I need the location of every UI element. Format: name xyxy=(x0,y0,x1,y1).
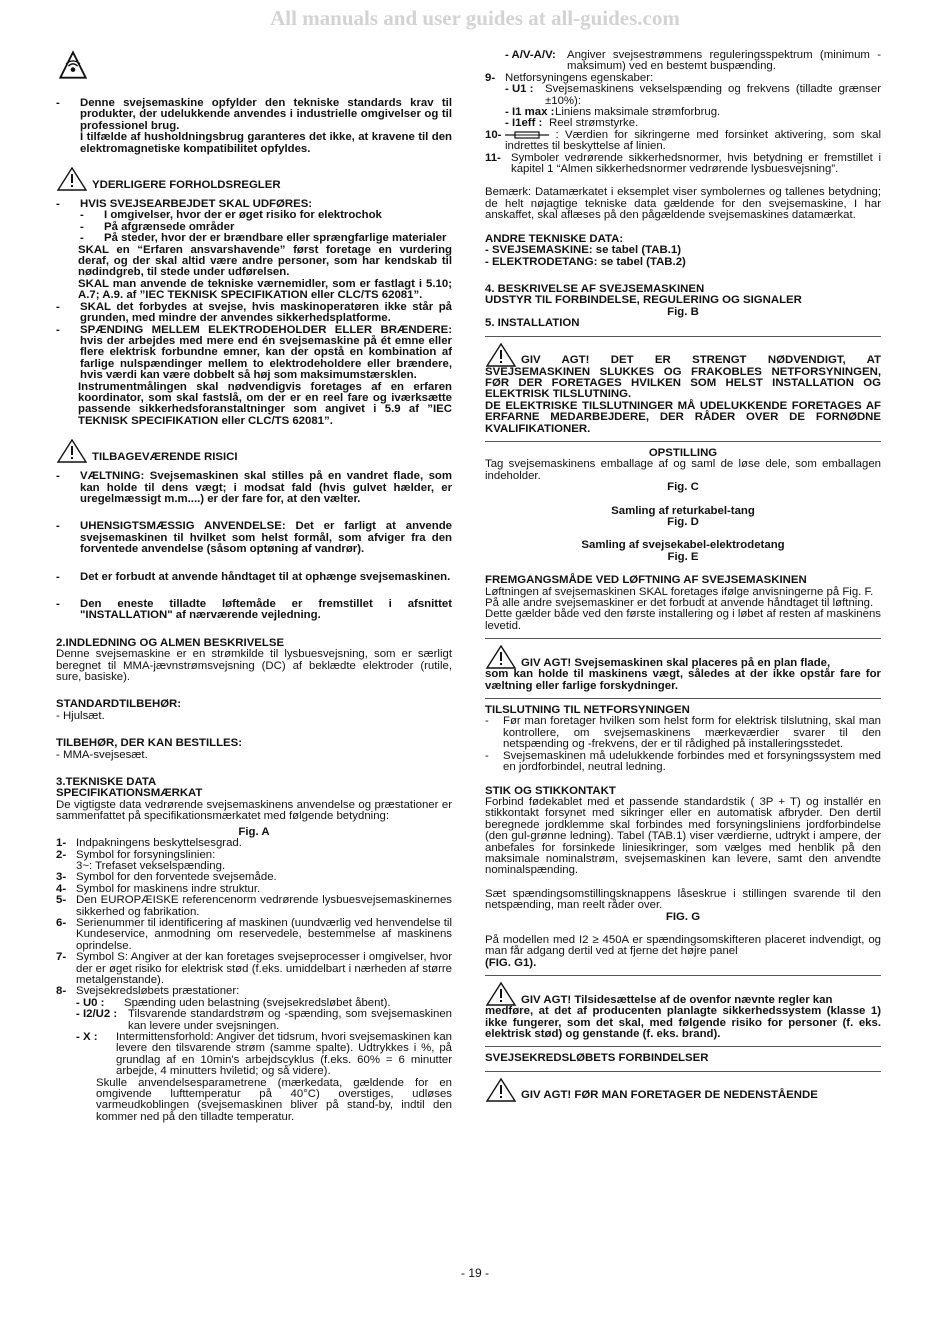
standard-accessories-text: - Hjulsæt. xyxy=(56,709,105,722)
page-number: - 19 - xyxy=(460,1266,489,1280)
technical-data-title: 3.TEKNISKE DATA xyxy=(56,776,157,789)
spec-item: Svejsekredsløbets præstationer: xyxy=(76,985,240,998)
spec-item: Symbol for den forventede svejsemåde. xyxy=(76,871,277,884)
emc-text-2: I tilfælde af husholdningsbrug garanteres det ikke, at kravene til den elektromagnetiske kompatibilitet opfyldes. xyxy=(80,131,452,155)
warning-4: GIV AGT! FØR MAN FORETAGER DE NEDENSTÅENDE xyxy=(521,1089,818,1102)
risk-3: Det er forbudt at anvende håndtaget til at ophænge svejsemaskinen. xyxy=(80,570,451,583)
intro-title: 2.INDLEDNING OG ALMEN BESKRIVELSE xyxy=(56,636,285,649)
lifting-text-3: Dette gælder både ved den første installering og i løbet af resten af maskinens levetid. xyxy=(485,608,881,632)
left-column: - Denne svejsemaskine opfylder den tekniske standards krav til produkter, der udelukkende anvendes i industrielle omgivelser og til professionel brug. I tilfælde af husholdningsbrug garanteres det ikke, at kravene til den elektromagnetiske kompatibilitet opfyldes. YDERLIGERE FORHOLDSREGLER - HVIS SVEJSEARBEJDET SKAL UDFØRES: - I omgivelser, hvor der er øget risiko for elektrochok - På afgrænsede områder - På steder, hvor der er brændbare eller sprængfarlige materialer SKAL en “Erfaren ansvarshavende” først foretage en vurdering deraf, og der skal altid være andre personer, som har kendskab til nødindgreb, til stede under udførelsen. SKAL man anvende de tekniske værnemidler, som er fastlagt i 5.10; A.7; A.9. af ”IEC TEKNISK SPECIFIKATION eller CLC/TS 62081”. - SKAL det forbydes at svejse, hvis maskinoperatøren ikke står på grunden, med mindre der anvendes sikkerhedsplatforme. - SPÆNDING MELLEM ELEKTRODEHOLDER ELLER BRÆNDERE: hvis der arbejdes med mere end én svejsemaskine på ét emne eller flere elektrisk forbundne emner, kan der opstå en kombination af farlige nulspændinger mellem to elektrodeholdere eller brændere, hvis værdi kan være dobbelt så høj som maksimumstærsklen. Instrumentmålingen skal nødvendigvis foretages af en erfaren koordinator, som skal fastslå, om der er en reel fare og iværksætte passende sikkerhedsforanstaltninger som angivet i 5.9 af ”IEC TEKNISK SPECIFIKATION eller CLC/TS 62081”. TILBAGEVÆRENDE RISICI - VÆLTNING: Svejsemaskinen skal stilles på en vandret flade, som kan holde til dens vægt; i modsat fald (hvis gulvet hælder, er uregelmæssigt m.m....) er der fare for, at den vælter. - UHENSIGTSMÆSSIG ANVENDELSE: Det er farligt at anvende svejsemaskinen til hvilket som helst formål, som afviger fra den forventede anvendelse (såsom optøning af vandrør). - Det er forbudt at anvende håndtaget til at ophænge svejsemaskinen. - Den eneste tilladte løftemåde er fremstillet i afsnittet "INSTALLATION" af nærværende vejledning. 2.INDLEDNING OG ALMEN BESKRIVELSE Denne svejsemaskine er en strømkilde til lysbuesvejsning, som er særligt beregnet til MMA-jævnstrømsvejsning (DC) af beklædte elektroder (rutile, sure, basiske). STANDARDTILBEHØR: - Hjulsæt. TILBEHØR, DER KAN BESTILLES: - MMA-svejsesæt. 3.TEKNISKE DATA SPECIFIKATIONSMÆRKAT De vigtigste data vedrørende svejsemaskinens anvendelse og præstationer er sammenfattet på specifikationsmærkatet med følgende betydning: Fig. A 1- Indpakningens beskyttelsesgrad. 2- Symbol for forsyningslinien: 3~: Trefaset vekselspænding. 3- Symbol for den forventede svejsemåde. 4- Symbol for maskinens indre struktur. 5- Den EUROPÆISKE referencenorm vedrørende lysbuesvejsemaskinernes sikkerhed og fabrikation. 6- Serienummer til identificering af maskinen (uundværlig ved henvendelse til Kundeservice, anmodning om reservedele, bestemmelse af maskinens oprindelse. 7- Symbol S: Angiver at der kan foretages svejseprocesser i omgivelser, hvor der er øget risiko for elektrisk stød (f.eks. umiddelbart i nærheden af større metalgenstande). 8- Svejsekredsløbets præstationer: - U0 : Spænding uden belastning (svejsekredsløbet åbent). - I2/U2 : Tilsvarende standardstrøm og -spænding, som svejsemaskinen kan levere under svejsningen. - X : Intermittensforhold: Angiver det tidsrum, hvori svejsemaskinen kan levere den tilsvarende strøm (samme spalte). Udtrykkes i %, på grundlag af en 10min's arbejdscyklus (f.eks. 60% = 6 minutter arbejde, 4 minutters hviletid; og så videre). Skulle anvendelsesparametrene (mærkedata, gældende for en omgivende lufttemperatur på 40°C) overstiges, udløses varmeudkoblingen (svejsemaskinen bliver på stand-by, indtil den kommer ned på den tilladte temperatur. xyxy=(56,50,452,1123)
spec-subitem: Intermittensforhold: Angiver det tidsrum, hvori svejsemaskinen kan levere den tilsvarende strøm (samme spalte). Udtrykkes i %, på grundlag af en 10min's arbejdscyklus (f.eks. 60% = 6 minutter arbejde, 4 minutters hviletid; og så videre). xyxy=(116,1031,452,1078)
standard-accessories-title: STANDARDTILBEHØR: xyxy=(56,698,182,711)
avav-text: Angiver svejsestrømmens reguleringsspektrum (minimum - maksimum) ved en bestemt buspænding. xyxy=(567,49,881,73)
warning-triangle-icon xyxy=(485,343,517,367)
hvis-item-2: På afgrænsede områder xyxy=(104,220,235,233)
mains-item-1: Før man foretager hvilken som helst form for elektrisk tilslutning, skal man kontrollere, om svejsemaskinens mærkeværdier svarer til den netspænding og -frekvens, der er til rådighed på installeringsstedet. xyxy=(503,715,881,751)
installation-title: 5. INSTALLATION xyxy=(485,317,580,330)
fig-a-label: Fig. A xyxy=(238,825,270,838)
spec-item: Indpakningens beskyttelsesgrad. xyxy=(76,837,242,850)
skal-text-2: SKAL man anvende de tekniske værnemidler, som er fastlagt i 5.10; A.7; A.9. af ”IEC TEKNISK SPECIFIKATION eller CLC/TS 62081”. xyxy=(78,277,452,302)
item-11: Symboler vedrørende sikkerhedsnormer, hvis betydning er fremstillet i kapitel 1 “Almen sikkerhedsnormer vedrørende lysbuesvejsning”. xyxy=(511,151,881,176)
hvis-item-1: I omgivelser, hvor der er øget risiko for elektrochok xyxy=(104,209,382,222)
spec-item: Symbol S: Angiver at der kan foretages svejseprocesser i omgivelser, hvor der er øget risiko for elektrisk stød (f.eks. umiddelbart i nærheden af større metalgenstande). xyxy=(76,951,452,986)
setup-title: OPSTILLING xyxy=(648,446,718,459)
warning-1c: DE ELEKTRISKE TILSLUTNINGER MÅ UDELUKKENDE FORETAGES AF ERFARNE MEDARBEJDERE, DER RÅDER OVER DE FORNØDNE KVALIFIKATIONER. xyxy=(485,399,881,435)
watermark: All manuals and user guides at all-guides.com xyxy=(270,6,680,30)
forbudt-text: SKAL det forbydes at svejse, hvis maskinoperatøren ikke står på grunden, med mindre der anvendes sikkerhedsplatforme. xyxy=(80,300,452,325)
warning-1b: SVEJSEMASKINEN SLUKKES OG FRAKOBLES NETFORSYNINGEN, FØR DER FORETAGES HVILKEN SOM HELST INSTALLATION OG ELEKTRISK TILSLUTNING. xyxy=(485,365,881,401)
other-data-2: - ELEKTRODETANG: se tabel (TAB.2) xyxy=(485,255,686,268)
further-precautions-title: YDERLIGERE FORHOLDSREGLER xyxy=(92,178,281,191)
mains-item-2: Svejsemaskinen må udelukkende forbindes med et forsyningssystem med en jordforbindel, neutral ledning. xyxy=(503,749,881,774)
risk-4: Den eneste tilladte løftemåde er fremstillet i afsnittet "INSTALLATION" af nærværende vejledning. xyxy=(80,598,452,622)
emc-sign-icon xyxy=(56,50,452,90)
other-data-title: ANDRE TEKNISKE DATA: xyxy=(485,232,624,245)
warning-triangle-icon xyxy=(485,1078,517,1102)
residual-risks-title: TILBAGEVÆRENDE RISICI xyxy=(92,450,238,463)
right-column: - A/V-A/V: Angiver svejsestrømmens reguleringsspektrum (minimum - maksimum) ved en bestemt buspænding. 9- Netforsyningens egenskaber: - U1 : Svejsemaskinens vekselspænding og frekvens (tilladte grænser ±10%): - I1 max : Liniens maksimale strømforbrug. - I1eff : Reel strømstyrke. 10- : Værdien for sikringerne med forsinket aktivering, som skal indrettes til beskyttelse af linien. 11- Symboler vedrørende sikkerhedsnormer, hvis betydning er fremstillet i kapitel 1 “Almen sikkerhedsnormer vedrørende lysbuesvejsning”. Bemærk: Datamærkatet i eksemplet viser symbolernes og tallenes betydning; de helt nøjagtige tekniske data gældende for den svejsemaskine, I har anskaffet, skal aflæses på den pågældende svejsemaskines datamærkat. ANDRE TEKNISKE DATA: - SVEJSEMASKINE: se tabel (TAB.1) - ELEKTRODETANG: se tabel (TAB.2) 4. BESKRIVELSE AF SVEJSEMASKINEN UDSTYR TIL FORBINDELSE, REGULERING OG SIGNALER Fig. B 5. INSTALLATION GIV AGT! DET ER STRENGT NØDVENDIGT, AT SVEJSEMASKINEN SLUKKES OG FRAKOBLES NETFORSYNINGEN, FØR DER FORETAGES HVILKEN SOM HELST INSTALLATION OG ELEKTRISK TILSLUTNING. DE ELEKTRISKE TILSLUTNINGER MÅ UDELUKKENDE FORETAGES AF ERFARNE MEDARBEJDERE, DER RÅDER OVER DE FORNØDNE KVALIFIKATIONER. OPSTILLING Tag svejsemaskinens emballage af og saml de løse dele, som emballagen indeholder. Fig. C Samling af returkabel-tang Fig. D Samling af svejsekabel-elektrodetang Fig. E FREMGANGSMÅDE VED LØFTNING AF SVEJSEMASKINEN Løftningen af svejsemaskinen SKAL foretages ifølge anvisningerne på Fig. F. På alle andre svejsemaskiner er det forbudt at anvende håndtaget til løftning. Dette gælder både ved den første installering og i løbet af resten af maskinens levetid. GIV AGT! Svejsemaskinen skal placeres på en plan flade, som kan holde til maskinens vægt, således at der ikke opstår fare for væltning eller farlige forskydninger. TILSLUTNING TIL NETFORSYNINGEN - Før man foretager hvilken som helst form for elektrisk tilslutning, skal man kontrollere, om svejsemaskinens mærkeværdier svarer til den netspænding og -frekvens, der er til rådighed på installeringsstedet. - Svejsemaskinen må udelukkende forbindes med et forsyningssystem med en jordforbindel, neutral ledning. STIK OG STIKKONTAKT Forbind fødekablet med et passende standardstik ( 3P + T) og installér en stikkontakt forsynet med sikringer eller en automatisk afbryder. Den dertil beregnede jordklemme skal forbindes med forsyningsliniens jordforbindelse (den gul-grønne ledning). Tabel (TAB.1) viser værdierne, udtrykt i ampere, der anbefales for forsinkede liniesikringer, som vælges med henblik på den maksimale nominalstrøm, svejsemaskinen kan levere, samt den anvendte nominalspænding. Sæt spændingsomstillingsknappens låseskrue i stillingen svarende til den netspænding, man reelt råder over. FIG. G På modellen med I2 ≥ 450A er spændingsomskifteren placeret indvendigt, og man får adgang dertil ved at fjerne det højre panel (FIG. G1). GIV AGT! Tilsidesættelse af de ovenfor nævnte regler kan medføre, at det af producenten planlagte sikkerhedssystem (klasse 1) ikke fungerer, som det skal, med følgende risiko for personer (f. eks. elektrisk stød) og genstande (f. eks. brand). SVEJSEKREDSLØBETS FORBINDELSER GIV AGT! FØR MAN FORETAGER DE NEDENSTÅENDE xyxy=(485,49,881,1102)
item-10: : Værdien for sikringerne med forsinket aktivering, som skal indrettes til beskyttelse af linien. xyxy=(505,128,881,153)
spec-item: Den EUROPÆISKE referencenorm vedrørende lysbuesvejsemaskinernes sikkerhed og fabrikation. xyxy=(76,894,452,918)
spec-item: 3~: Trefaset vekselspænding. xyxy=(76,859,226,872)
plug-title: STIK OG STIKKONTAKT xyxy=(485,784,616,797)
intro-text: Denne svejsemaskine er en strømkilde til lysbuesvejsning, som er særligt beregnet til MMA-jævnstrømsvejsning (DC) af beklædte elektroder (rutile, sure, basiske). xyxy=(56,648,452,684)
net-subitem: Svejsemaskinens vekselspænding og frekvens (tilladte grænser ±10%): xyxy=(545,83,881,107)
return-cable-title: Samling af returkabel-tang xyxy=(611,504,755,517)
warning-triangle-icon xyxy=(485,982,517,1006)
spec-subitem: Spænding uden belastning (svejsekredsløbet åbent). xyxy=(124,996,391,1009)
spec-item: Symbol for forsyningslinien: xyxy=(76,848,216,861)
warning-triangle-icon xyxy=(56,167,88,191)
warning-1a: GIV AGT! DET ER STRENGT NØDVENDIGT, AT xyxy=(521,354,881,367)
fig-d-label: Fig. D xyxy=(667,516,699,528)
fig-g1-label: (FIG. G1). xyxy=(485,956,537,969)
warning-triangle-icon xyxy=(485,645,517,669)
instrument-text: Instrumentmålingen skal nødvendigvis foretages af en erfaren koordinator, som skal fastslå, om der er en reel fare og iværksætte passende sikkerhedsforanstaltninger som angivet i 5.9 af ”IEC TEKNISK SPECIFIKATION eller CLC/TS 62081”. xyxy=(78,380,452,427)
plug-text: Forbind fødekablet med et passende standardstik ( 3P + T) og installér en stikkontakt forsynet med sikringer eller en automatisk afbryder. Den dertil beregnede jordklemme skal forbindes med forsyningsliniens jordforbindelse (den gul-grønne ledning). Tabel (TAB.1) viser værdierne, udtrykt i ampere, der anbefales for forsinkede liniesikringer, som vælges med henblik på den maksimale nominalstrøm, svejsemaskinen kan levere, samt den anvendte nominalspænding. xyxy=(485,795,881,877)
circuit-title: SVEJSEKREDSLØBETS FORBINDELSER xyxy=(485,1052,709,1065)
model-text: På modellen med I2 ≥ 450A er spændingsomskifteren placeret indvendigt, og man får adgang dertil ved at fjerne det højre panel xyxy=(485,933,881,958)
spec-item: Symbol for maskinens indre struktur. xyxy=(76,882,261,895)
warning-triangle-icon xyxy=(56,439,88,463)
skulle-text: Skulle anvendelsesparametrene (mærkedata, gældende for en omgivende lufttemperatur på 40°C) overstiges, udløses varmeudkoblingen (svejsemaskinen bliver på stand-by, indtil den kommer ned på den tilladte temperatur. xyxy=(96,1076,452,1123)
spec-item: Serienummer til identificering af maskinen (uundværlig ved henvendelse til Kundeservice, anmodning om reservedele, bestemmelse af maskinens oprindelse. xyxy=(76,916,452,952)
risk-1: VÆLTNING: Svejsemaskinen skal stilles på en vandret flade, som kan holde til dens vægt; i modsat fald (hvis gulvet hælder, er uregelmæssigt m.m....) er der fare for, at den vælter. xyxy=(80,470,452,505)
fig-g-label: FIG. G xyxy=(665,910,701,923)
switch-text: Sæt spændingsomstillingsknappens låseskrue i stillingen svarende til den netspænding, man reelt råder over. xyxy=(485,887,881,912)
welding-cable-title: Samling af svejsekabel-elektrodetang xyxy=(581,539,785,552)
description-title-2: UDSTYR TIL FORBINDELSE, REGULERING OG SIGNALER xyxy=(485,294,802,307)
lifting-title: FREMGANGSMÅDE VED LØFTNING AF SVEJSEMASKINEN xyxy=(485,574,807,587)
hvis-item-3: På steder, hvor der er brændbare eller sprængfarlige materialer xyxy=(104,232,447,245)
lifting-text-2: På alle andre svejsemaskiner er det forbudt at anvende håndtaget til løftning. xyxy=(485,597,874,610)
warning-3a: GIV AGT! Tilsidesættelse af de ovenfor nævnte regler kan xyxy=(521,993,833,1006)
optional-accessories-text: - MMA-svejsesæt. xyxy=(56,748,148,761)
note-text: Bemærk: Datamærkatet i eksemplet viser symbolernes og tallenes betydning; de helt nøjagtige tekniske data gældende for den svejsemaskine, I har anskaffet, skal aflæses på den pågældende svejsemaskines datamærkat. xyxy=(485,186,881,222)
fig-b-label: Fig. B xyxy=(667,305,699,318)
cable-symbol xyxy=(505,131,549,139)
setup-text: Tag svejsemaskinens emballage af og saml de løse dele, som emballagen indeholder. xyxy=(485,458,881,482)
spec-subitem: Tilsvarende standardstrøm og -spænding, som svejsemaskinen kan levere under svejsningen. xyxy=(128,1008,452,1032)
warning-2b: som kan holde til maskinens vægt, således at der ikke opstår fare for væltning eller farlige forskydninger. xyxy=(485,668,881,692)
description-title: 4. BESKRIVELSE AF SVEJSEMASKINEN xyxy=(485,282,705,295)
spec-list: 1- Indpakningens beskyttelsesgrad. 2- Symbol for forsyningslinien: 3~: Trefaset vekselspænding. 3- Symbol for den forventede svejsemåde. 4- Symbol for maskinens indre struktur. 5- Den EUROPÆISKE referencenorm vedrørende lysbuesvejsemaskinernes sikkerhed og fabrikation. 6- Serienummer til identificering af maskinen (uundværlig ved henvendelse til Kundeservice, anmodning om reservedele, bestemmelse af maskinens oprindelse. 7- Symbol S: Angiver at der kan foretages svejseprocesser i omgivelser, hvor der er øget risiko for elektrisk stød (f.eks. umiddelbart i nærheden af større metalgenstande). 8- Svejsekredsløbets præstationer: - U0 : Spænding uden belastning (svejsekredsløbet åbent). - I2/U2 : Tilsvarende standardstrøm og -spænding, som svejsemaskinen kan levere under svejsningen. - X : Intermittensforhold: Angiver det tidsrum, hvori svejsemaskinen kan levere den tilsvarende strøm (samme spalte). Udtrykkes i %, på grundlag af en 10min's arbejdscyklus (f.eks. 60% = 6 minutter arbejde, 4 minutters hviletid; og så videre). Skulle anvendelsesparametrene (mærkedata, gældende for en omgivende lufttemperatur på 40°C) overstiges, udløses varmeudkoblingen (svejsemaskinen bliver på stand-by, indtil den kommer ned på den tilladte temperatur. xyxy=(56,837,452,1123)
mains-connection-title: TILSLUTNING TIL NETFORSYNINGEN xyxy=(485,704,690,717)
spec-plate-title: SPECIFIKATIONSMÆRKAT xyxy=(56,787,203,800)
spec-plate-text: De vigtigste data vedrørende svejsemaskinens anvendelse og præstationer er sammenfattet på specifikationsmærkatet med følgende betydning: xyxy=(56,798,452,823)
net-subitem: Liniens maksimale strømforbrug. xyxy=(555,106,721,119)
net-subitem: Reel strømstyrke. xyxy=(549,117,639,130)
spaending-text: SPÆNDING MELLEM ELEKTRODEHOLDER ELLER BRÆNDERE: hvis der arbejdes med mere end én svejsemaskine på ét emne eller flere elektrisk forbundne emner, kan der opstå en kombination af farlige nulspændinger mellem to elektrodeholdere eller brændere, hvis værdi kan være dobbelt så høj som maksimumstærsklen. xyxy=(80,323,452,382)
fig-e-label: Fig. E xyxy=(667,550,699,563)
risk-2: UHENSIGTSMÆSSIG ANVENDELSE: Det er farligt at anvende svejsemaskinen til hvilket som helst formål, som afviger fra den forventede anvendelse (såsom optøning af vandrør). xyxy=(80,520,452,556)
fig-c-label: Fig. C xyxy=(667,481,699,494)
hvis-title: HVIS SVEJSEARBEJDET SKAL UDFØRES: xyxy=(80,198,313,211)
other-data-1: - SVEJSEMASKINE: se tabel (TAB.1) xyxy=(485,244,681,257)
skal-text-1: SKAL en “Erfaren ansvarshavende” først foretage en vurdering deraf, og der skal altid være andre personer, som har kendskab til nødindgreb, til stede under udførelsen. xyxy=(78,243,452,279)
emc-text-1: Denne svejsemaskine opfylder den tekniske standards krav til produkter, der udelukkende anvendes i industrielle omgivelser og til professionel brug. xyxy=(80,97,452,132)
lifting-text-1: Løftningen af svejsemaskinen SKAL foretages ifølge anvisningerne på Fig. F. xyxy=(485,585,874,598)
warning-2a: GIV AGT! Svejsemaskinen skal placeres på en plan flade, xyxy=(521,656,831,669)
warning-3b: medføre, at det af producenten planlagte sikkerhedssystem (klasse 1) ikke fungerer, som det skal, med følgende risiko for personer (f. eks. elektrisk stød) og genstande (f. eks. brand). xyxy=(485,1005,881,1040)
item-9: Netforsyningens egenskaber: xyxy=(505,71,654,84)
optional-accessories-title: TILBEHØR, DER KAN BESTILLES: xyxy=(56,737,243,750)
